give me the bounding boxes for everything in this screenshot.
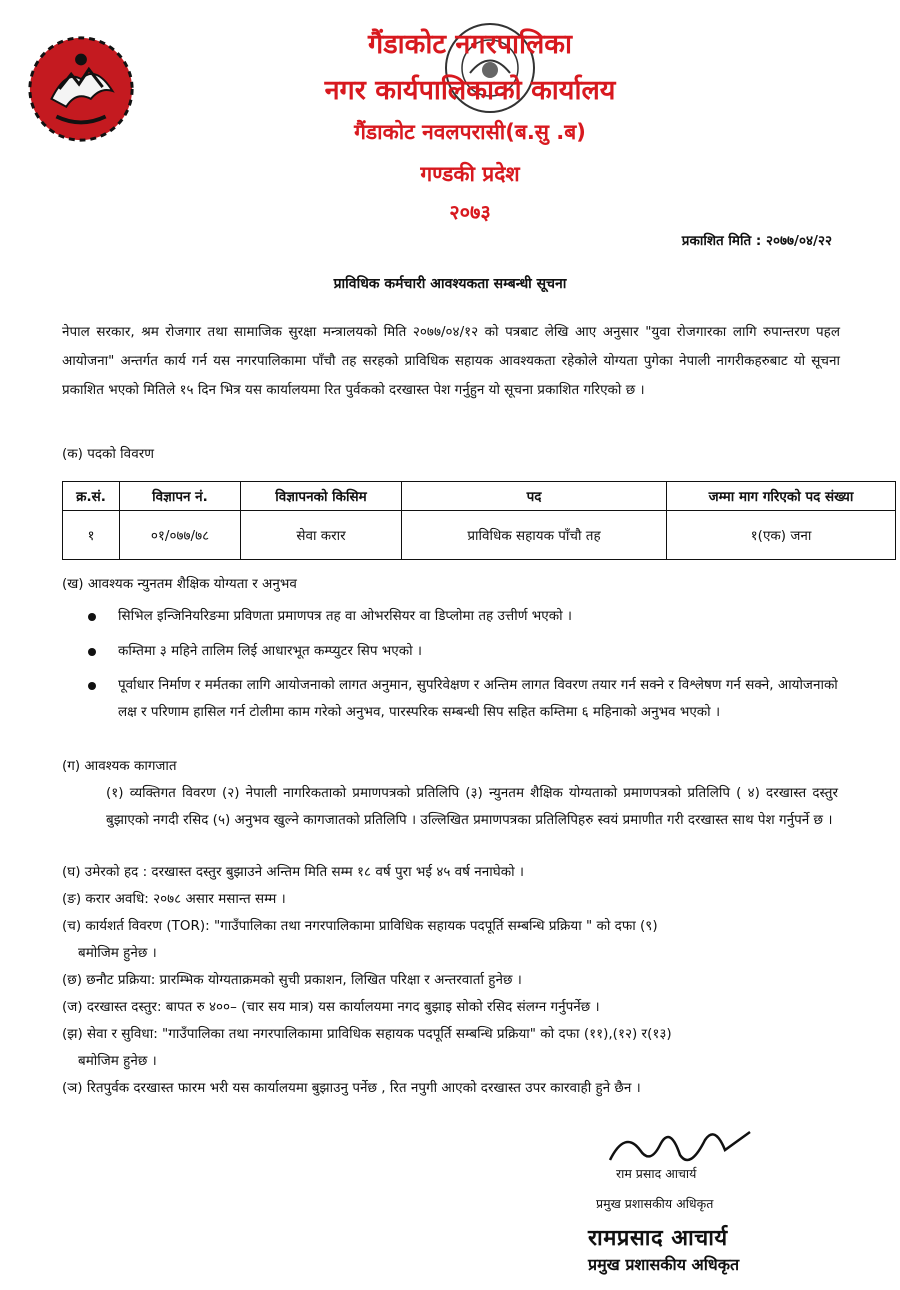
table-cell: सेवा करार xyxy=(241,511,402,560)
list-item xyxy=(90,638,850,665)
item-text-continuation: बमोजिम हुनेछ । xyxy=(78,945,157,961)
table-cell: १(एक) जना xyxy=(667,511,896,560)
signatory-stamp-title: प्रमुख प्रशासकीय अधिकृत xyxy=(588,1255,740,1274)
notice-intro-paragraph: नेपाल सरकार, श्रम रोजगार तथा सामाजिक सुरक्षा मन्त्रालयको मिति २०७७/०४/१२ को पत्रबाट लेखि आए अनुसार "युवा रोजगारका लागि रुपान्तरण पहल आयोजना" अन्तर्गत कार्य गर्न यस नगरपालिकामा पाँचौ तह सरहको प्राविधिक सहायक आवश्यकता रहेकोले योग्यता पुगेका नेपाली नागरीकहरुबाट यो सूचना प्रकाशित भएको मितिले १५ दिन भित्र यस कार्यालयमा रित पुर्वकको दरखास्त पेश गर्नुहुन यो सूचना प्रकाशित गरिएको छ । xyxy=(62,324,840,398)
column-header: विज्ञापन नं. xyxy=(120,482,241,511)
terms-of-reference-item xyxy=(62,913,852,967)
item-text-continuation: बमोजिम हुनेछ । xyxy=(78,1053,157,1069)
bullet-icon xyxy=(88,682,96,690)
table-header-row xyxy=(63,482,896,511)
list-item xyxy=(90,672,850,726)
header-address: गैंडाकोट नवलपरासी(ब.सु .ब) xyxy=(354,120,586,144)
item-text: (च) कार्यशर्त विवरण (TOR): "गाउँपालिका तथा नगरपालिकामा प्राविधिक सहायक पदपूर्ति सम्बन्धि प्रक्रिया " को दफा (९) xyxy=(62,918,658,934)
publish-date: प्रकाशित मिति : २०७७/०४/२२ xyxy=(681,233,832,249)
section-documents-heading: (ग) आवश्यक कागजात xyxy=(62,758,177,774)
required-documents-text: (१) व्यक्तिगत विवरण (२) नेपाली नागरिकताको प्रमाणपत्रको प्रतिलिपि (३) न्युनतम शैक्षिक योग्यताको प्रमाणपत्रको प्रतिलिपि ( ४) दरखास्त दस्तुर बुझाएको नगदी रसिद (५) अनुभव खुल्ने कागजातको प्रतिलिपि । उल्लिखित प्रमाणपत्रका प्रतिलिपिहरु स्वयं प्रमाणीत गरी दरखास्त साथ पेश गर्नुपर्ने छ । xyxy=(106,785,838,828)
age-limit-item: (घ) उमेरको हद : दरखास्त दस्तुर बुझाउने अन्तिम मिति सम्म १८ वर्ष पुरा भई ४५ वर्ष ननाघेको । xyxy=(62,864,524,880)
contract-period-item: (ङ) करार अवधि: २०७८ असार मसान्त सम्म । xyxy=(62,891,286,907)
table-cell: प्राविधिक सहायक पाँचौ तह xyxy=(402,511,667,560)
header-year: २०७३ xyxy=(449,200,491,224)
header-office-name: नगर कार्यपालिकाको कार्यालय xyxy=(324,75,616,106)
section-qualification-heading: (ख) आवश्यक न्युनतम शैक्षिक योग्यता र अनुभव xyxy=(62,576,297,592)
header-municipality-name: गैंडाकोट नगरपालिका xyxy=(368,29,572,60)
column-header: जम्मा माग गरिएको पद संख्या xyxy=(667,482,896,511)
application-fee-item: (ज) दरखास्त दस्तुर: बापत रु ४००– (चार सय मात्र) यस कार्यालयमा नगद बुझाइ सोको रसिद संलग्न गर्नुपर्नेछ । xyxy=(62,999,600,1015)
column-header: क्र.सं. xyxy=(63,482,120,511)
table-row xyxy=(63,511,896,560)
signatory-name: राम प्रसाद आचार्य xyxy=(616,1166,697,1181)
benefits-item xyxy=(62,1021,852,1075)
list-item-text: सिभिल इन्जिनियरिङमा प्रविणता प्रमाणपत्र तह वा ओभरसियर वा डिप्लोमा तह उत्तीर्ण भएको । xyxy=(118,608,572,624)
bullet-icon xyxy=(88,613,96,621)
list-item-text: पूर्वाधार निर्माण र मर्मतका लागि आयोजनाको लागत अनुमान, सुपरिवेक्षण र अन्तिम लागत विवरण तयार गर्न सक्ने र विश्लेषण गर्न सक्ने, आयोजनाको लक्ष र परिणाम हासिल गर्न टोलीमा काम गरेको अनुभव, पारस्परिक सम्बन्धी सिप सहित कम्तिमा ६ महिनाको अनुभव भएको । xyxy=(118,677,838,720)
list-item-text: कम्तिमा ३ महिने तालिम लिई आधारभूत कम्प्युटर सिप भएको । xyxy=(118,643,423,659)
signatory-stamp-name: रामप्रसाद आचार्य xyxy=(588,1226,728,1251)
post-details-table xyxy=(62,481,896,560)
notice-subject: प्राविधिक कर्मचारी आवश्यकता सम्बन्धी सूचना xyxy=(333,276,567,292)
table-cell: १ xyxy=(63,511,120,560)
selection-process-item: (छ) छनौट प्रक्रिया: प्रारम्भिक योग्यताक्रमको सुची प्रकाशन, लिखित परिक्षा र अन्तरवार्ता हुनेछ । xyxy=(62,972,522,988)
bullet-icon xyxy=(88,648,96,656)
header-province: गण्डकी प्रदेश xyxy=(420,162,520,186)
application-submission-item: (ञ) रितपुर्वक दरखास्त फारम भरी यस कार्यालयमा बुझाउनु पर्नेछ , रित नपुगी आएको दरखास्त उपर कारवाही हुने छैन । xyxy=(62,1080,641,1096)
item-text: (झ) सेवा र सुविधा: "गाउँपालिका तथा नगरपालिकामा प्राविधिक सहायक पदपूर्ति सम्बन्धि प्रक्रिया" को दफा (११),(१२) र(१३) xyxy=(62,1026,672,1042)
signatory-title: प्रमुख प्रशासकीय अधिकृत xyxy=(596,1196,714,1211)
table-cell: ०१/०७७/७८ xyxy=(120,511,241,560)
column-header: विज्ञापनको किसिम xyxy=(241,482,402,511)
section-post-details-heading: (क) पदको विवरण xyxy=(62,446,154,462)
list-item xyxy=(90,603,850,630)
column-header: पद xyxy=(402,482,667,511)
